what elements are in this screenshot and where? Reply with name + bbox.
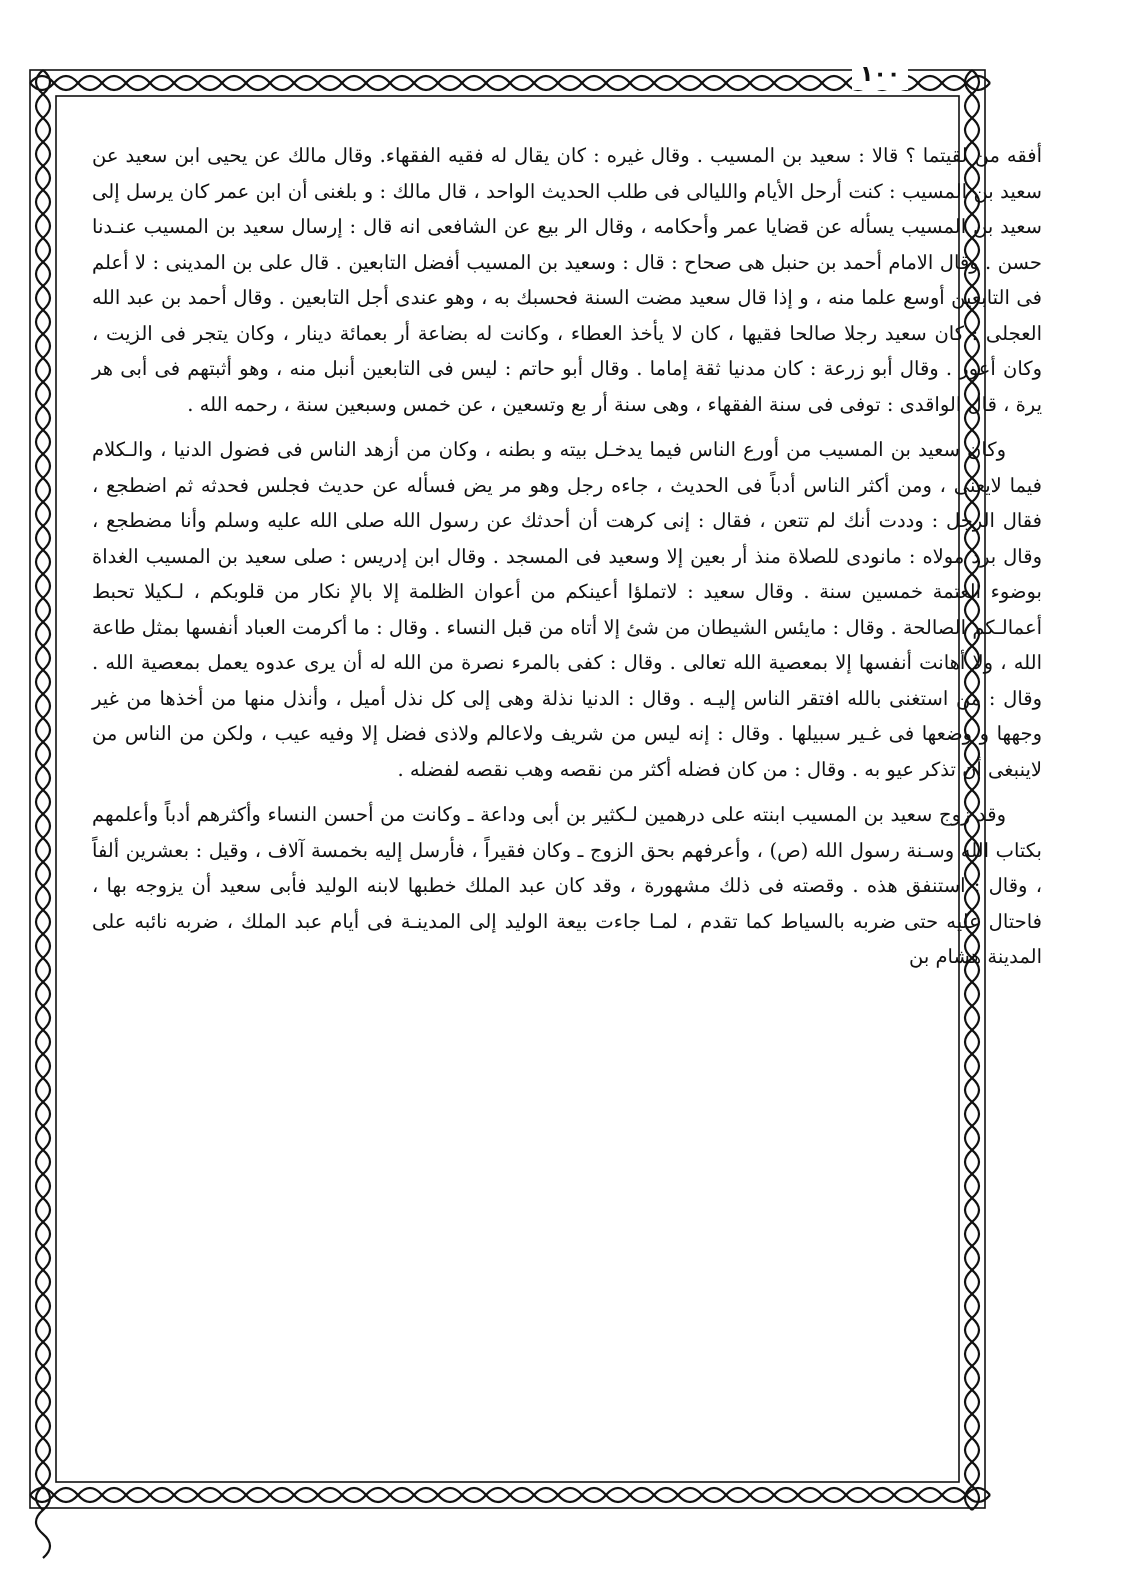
paragraph-2: وكان سعيد بن المسيب من أورع الناس فيما يدخـل بيته و بطنه ، وكان من أزهد الناس فى فضول الدنيا ، والـكلام فيما لايعنى ، ومن أكثر الناس أدباً فى الحديث ، جاءه رجل وهو مر يض فسأله عن حديث فجلس فحدثه ثم اضطجع ، فقال الرجل : وددت أنك لم تتعن ، فقال : إنى كرهت أن أحدثك عن رسول الله صلى الله عليه وسلم وأنا مضطجع ، وقال برد مولاه : مانودى للصلاة منذ أر بعين إلا وسعيد فى المسجد . وقال ابن إدريس : صلى سعيد بن المسيب الغداة بوضوء العتمة خمسين سنة . وقال سعيد : لاتملؤا أعينكم من أعوان الظلمة إلا بالإ نكار من قلوبكم ، لـكيلا تحبط أعمالـكم الصالحة . وقال : مايئس الشيطان من شئ إلا أتاه من قبل النساء . وقال : ما أكرمت العباد أنفسها بمثل طاعة الله ، ولا أهانت أنفسها إلا بمعصية الله تعالى . وقال : كفى بالمرء نصرة من الله له أن يرى عدوه يعمل بمعصية الله . وقال : من استغنى بالله افتقر الناس إليـه . وقال : الدنيا نذلة وهى إلى كل نذل أميل ، وأنذل منها من أخذها من غير وجهها و وضعها فى غـير سبيلها . وقال : إنه ليس من شريف ولاعالم ولاذى فضل إلا وفيه عيب ، ولكن من الناس من لاينبغى أن تذكر عيو به . وقال : من كان فضله أكثر من نقصه وهب نقصه لفضله .	[92, 438, 1042, 781]
paragraph-1: أفقه من لقيتما ؟ قالا : سعيد بن المسيب . وقال غيره : كان يقال له فقيه الفقهاء. وقال مالك عن يحيى ابن سعيد عن سعيد بن المسيب : كنت أرحل الأيام والليالى فى طلب الحديث الواحد ، قال مالك : و بلغنى أن ابن عمر كان يرسل إلى سعيد بن المسيب يسأله عن قضايا عمر وأحكامه ، وقال الر بيع عن الشافعى انه قال : إرسال سعيد بن المسيب عنـدنا حسن . وقال الامام أحمد بن حنبل هى صحاح : قال : وسعيد بن المسيب أفضل التابعين . قال على بن المدينى : لا أعلم فى التابعين أوسع علما منه ، و إذا قال سعيد مضت السنة فحسبك به ، وهو عندى أجل التابعين . وقال أحمد بن عبد الله العجلى : كان سعيد رجلا صالحا فقيها ، كان لا يأخذ العطاء ، وكانت له بضاعة أر بعمائة دينار ، وكان يتجر فى الزيت ، وكان أعور . وقال أبو زرعة : كان مدنيا ثقة إماما . وقال أبو حاتم : ليس فى التابعين أنبل منه ، وهو أثبتهم فى أبى هر يرة ، قال الواقدى : توفى فى سنة الفقهاء ، وهى سنة أر بع وتسعين ، عن خمس وسبعين سنة ، رحمه الله .	[92, 144, 1042, 416]
body-text	[92, 138, 1042, 975]
page-number: ١٠٠	[852, 60, 908, 90]
paragraph-3: وقد زوج سعيد بن المسيب ابنته على درهمين لـكثير بن أبى وداعة ـ وكانت من أحسن النساء وأكثرهم أدباً وأعلمهم بكتاب الله وسـنة رسول الله (ص) ، وأعرفهم بحق الزوج ـ وكان فقيراً ، فأرسل إليه بخمسة آلاف ، وقيل : بعشرين ألفاً ، وقال : استنفق هذه . وقصته فى ذلك مشهورة ، وقد كان عبد الملك خطبها لابنه الوليد فأبى سعيد أن يزوجه بها ، فاحتال عليه حتى ضربه بالسياط كما تقدم ، لمـا جاءت بيعة الوليد إلى المدينـة فى أيام عبد الملك ، ضربه نائبه على المدينة هشام بن	[92, 803, 1042, 968]
